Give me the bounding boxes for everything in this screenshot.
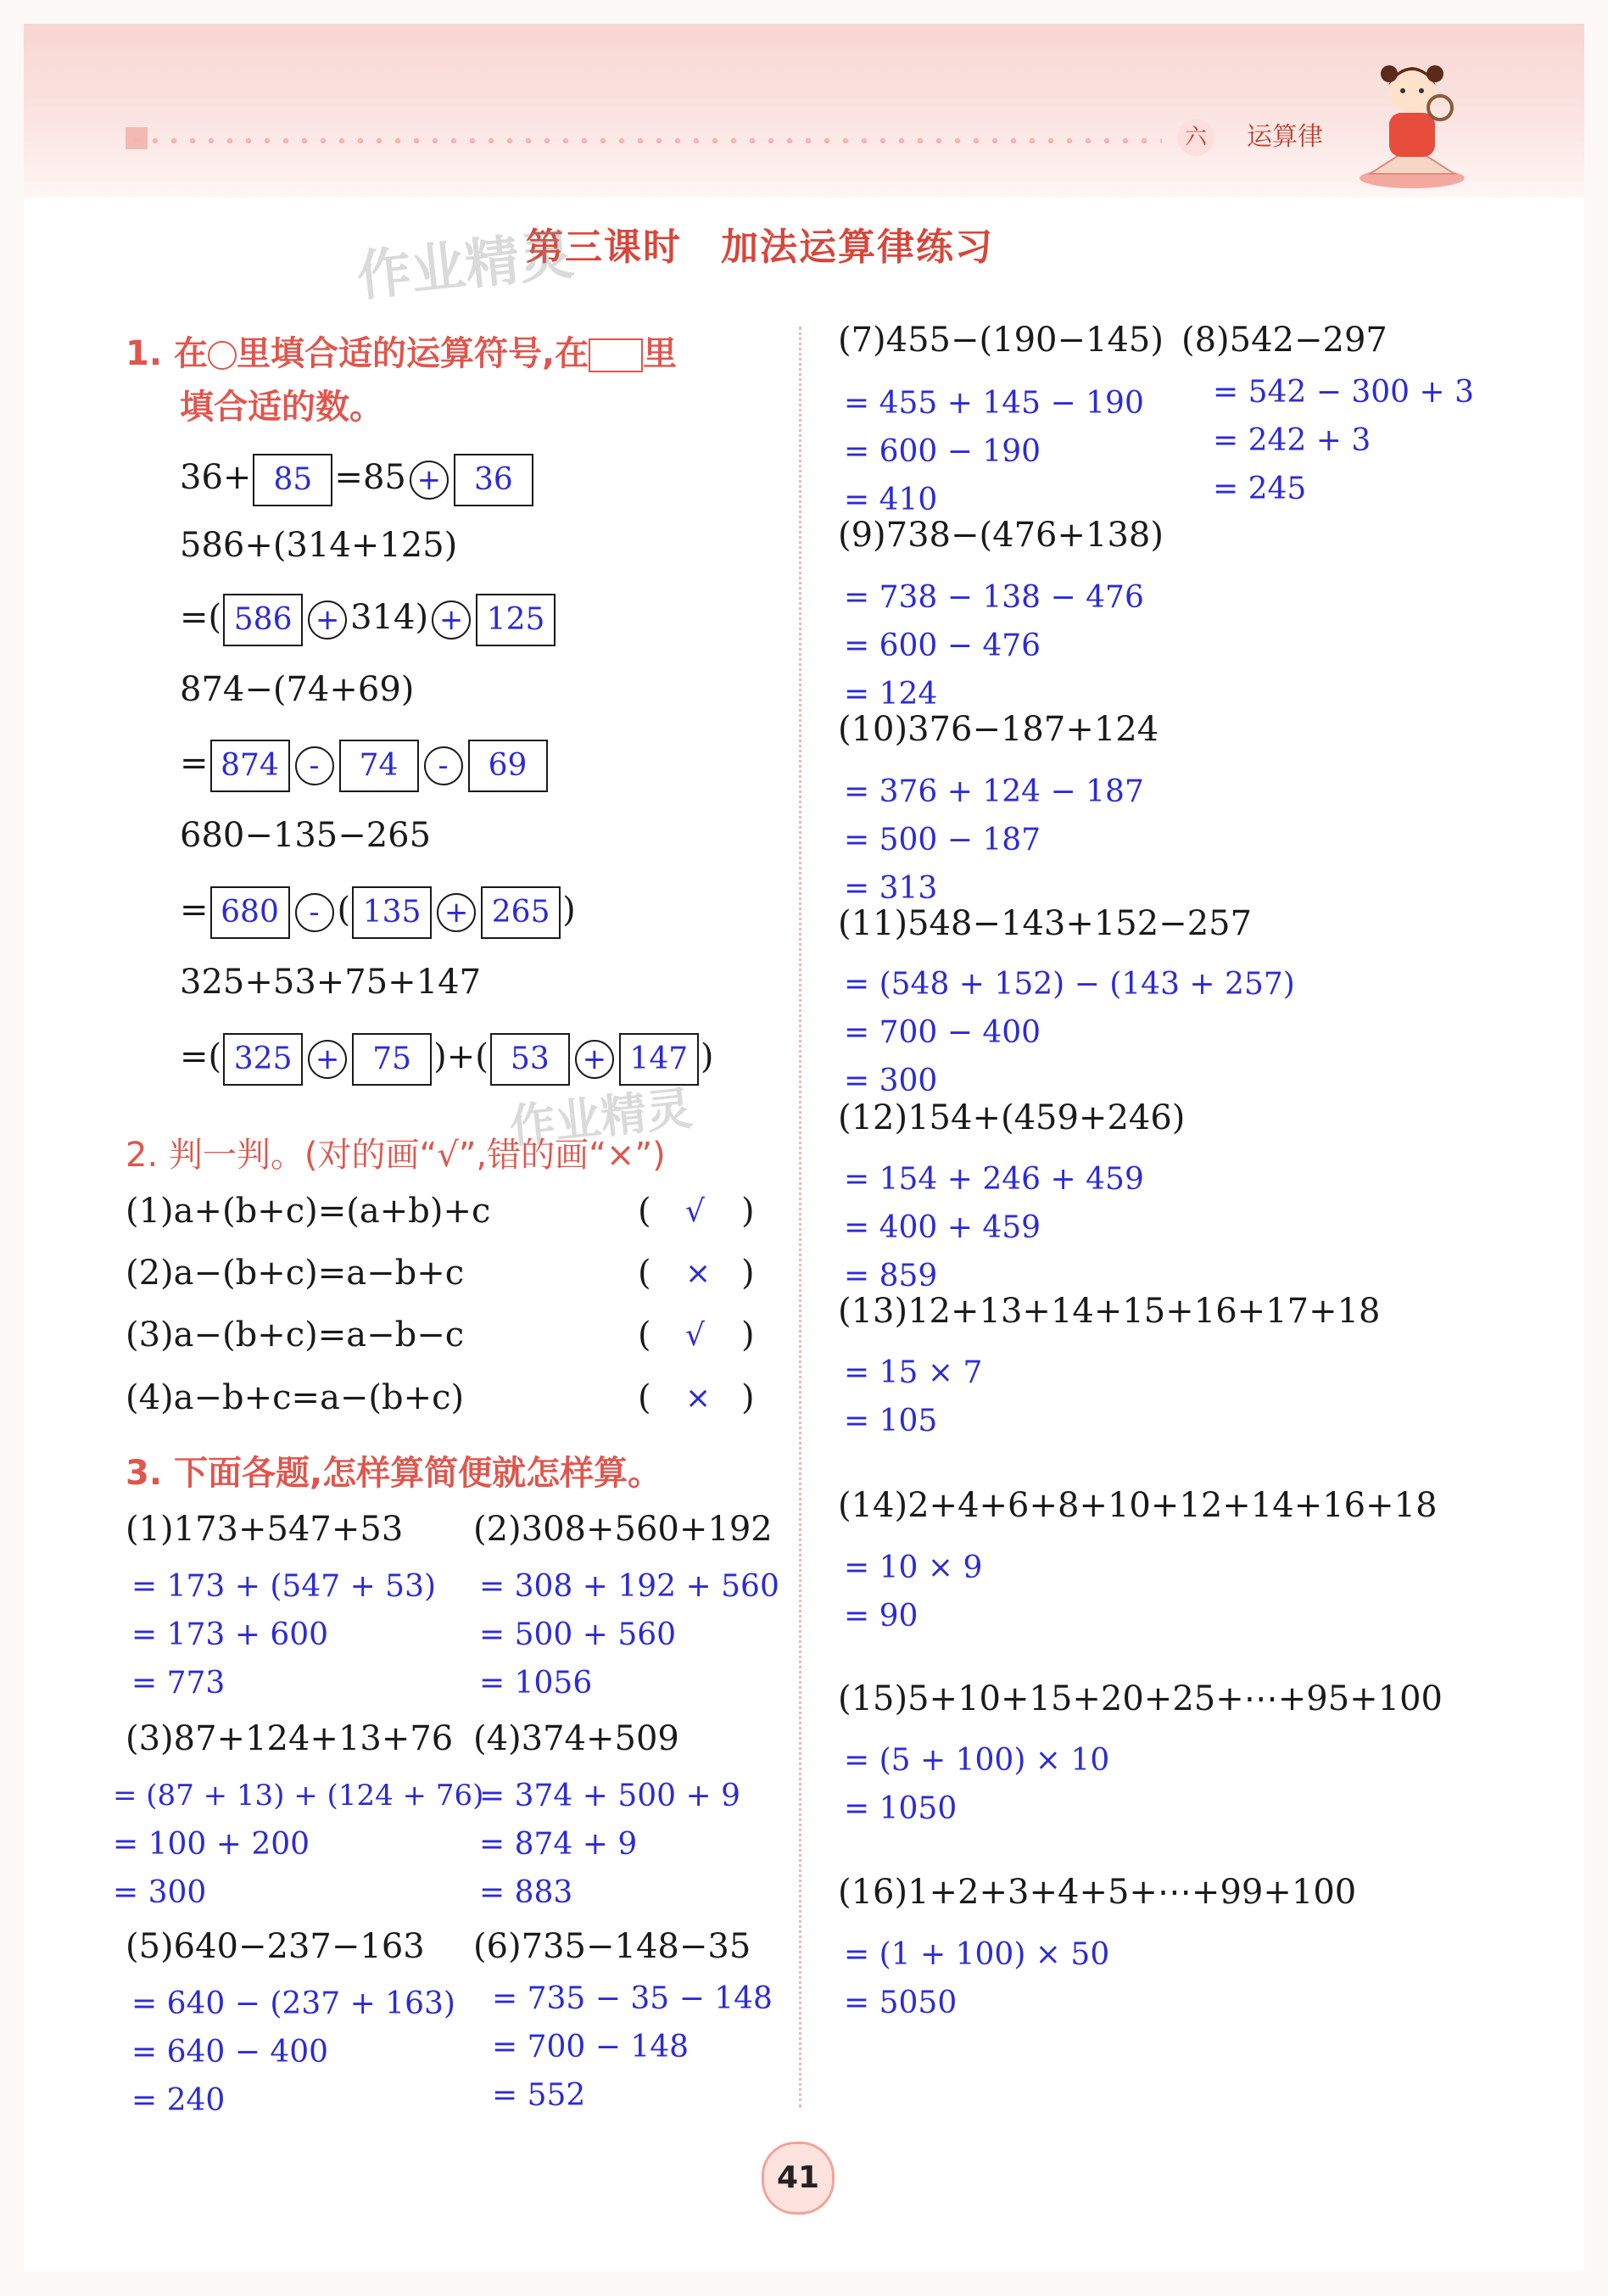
answer-box: 586 — [223, 594, 303, 646]
judge-paren-open: ( — [638, 1192, 651, 1231]
problem-6-step-2: = 700 − 148 — [492, 2030, 690, 2064]
problem-1-step-1: = 173 + (547 + 53) — [131, 1569, 437, 1604]
problem-13-step-2: = 105 — [844, 1404, 938, 1438]
s1-line-3: =( 586 + 314) + 125 — [180, 594, 557, 646]
answer-box: 265 — [481, 886, 561, 939]
lesson-title: 第三课时 加法运算律练习 — [526, 226, 994, 269]
answer-box: 125 — [476, 594, 556, 646]
problem-1-step-3: = 773 — [131, 1666, 226, 1701]
problem-14-step-2: = 90 — [844, 1599, 918, 1634]
judge-paren-close: ) — [741, 1192, 755, 1231]
problem-6-question: (6)735−148−35 — [473, 1927, 751, 1966]
problem-9-question: (9)738−(476+138) — [838, 516, 1164, 555]
judge-question-3: (3)a−(b+c)=a−b−c — [126, 1316, 465, 1355]
problem-3-question: (3)87+124+13+76 — [126, 1719, 454, 1758]
problem-10-question: (10)376−187+124 — [838, 710, 1159, 749]
section2-title: 2. 判一判。(对的画“√”,错的画“×”) — [126, 1136, 666, 1175]
problem-15-step-2: = 1050 — [844, 1791, 958, 1826]
problem-1-step-2: = 173 + 600 — [131, 1617, 329, 1652]
problem-1-question: (1)173+547+53 — [126, 1510, 404, 1549]
s1-line-1: 36+ 85 =85 + 36 — [180, 454, 535, 506]
judge-question-1: (1)a+(b+c)=(a+b)+c — [126, 1192, 491, 1231]
judge-question-2: (2)a−(b+c)=a−b+c — [126, 1254, 465, 1293]
operator-circle: - — [424, 746, 463, 785]
operator-circle: + — [432, 601, 471, 640]
section3-title: 3. 下面各题,怎样算简便就怎样算。 — [126, 1454, 662, 1493]
section1-title-line1: 1. 在 里填合适的运算符号,在 里 — [126, 334, 678, 373]
operator-circle: + — [410, 461, 449, 500]
s1-line-2: 586+(314+125) — [180, 526, 458, 565]
judge-paren-close: ) — [741, 1316, 755, 1355]
problem-12-step-2: = 400 + 459 — [844, 1210, 1041, 1245]
problem-16-step-1: = (1 + 100) × 50 — [844, 1937, 1110, 1972]
answer-box: 53 — [490, 1033, 570, 1086]
judge-paren-close: ) — [741, 1378, 755, 1417]
problem-5-step-3: = 240 — [131, 2083, 226, 2118]
operator-circle: - — [295, 746, 334, 785]
problem-5-step-1: = 640 − (237 + 163) — [131, 1986, 455, 2021]
problem-7-step-1: = 455 + 145 − 190 — [844, 386, 1144, 421]
problem-12-step-3: = 859 — [844, 1259, 938, 1293]
problem-4-step-3: = 883 — [479, 1875, 573, 1910]
answer-box: 147 — [619, 1033, 699, 1086]
page-number: 41 — [762, 2142, 835, 2215]
judge-paren-open: ( — [638, 1378, 651, 1417]
problem-3-step-1: = (87 + 13) + (124 + 76) — [113, 1779, 484, 1813]
judge-paren-open: ( — [638, 1254, 651, 1293]
watermark-top: 作业精灵 — [354, 223, 577, 310]
watermark-middle: 作业精灵 — [506, 1081, 695, 1154]
problem-12-question: (12)154+(459+246) — [838, 1098, 1186, 1137]
problem-2-step-1: = 308 + 192 + 560 — [479, 1569, 779, 1604]
problem-11-step-3: = 300 — [844, 1064, 938, 1098]
answer-box: 680 — [210, 886, 290, 939]
operator-circle: + — [308, 601, 347, 640]
problem-3-step-2: = 100 + 200 — [113, 1827, 310, 1862]
problem-2-question: (2)308+560+192 — [473, 1510, 773, 1549]
judge-mark-2: × — [685, 1256, 712, 1291]
problem-2-step-2: = 500 + 560 — [479, 1617, 677, 1652]
problem-16-question: (16)1+2+3+4+5+⋯+99+100 — [838, 1873, 1357, 1912]
problem-5-step-2: = 640 − 400 — [131, 2035, 329, 2070]
problem-8-step-1: = 542 − 300 + 3 — [1213, 375, 1475, 410]
unit-title: 运算律 — [1247, 122, 1323, 152]
unit-number-badge: 六 — [1177, 119, 1214, 156]
problem-13-question: (13)12+13+14+15+16+17+18 — [838, 1292, 1381, 1331]
problem-4-step-2: = 874 + 9 — [479, 1827, 638, 1862]
problem-10-step-2: = 500 − 187 — [844, 823, 1041, 858]
judge-paren-open: ( — [638, 1316, 651, 1355]
problem-11-step-2: = 700 − 400 — [844, 1015, 1041, 1050]
problem-6-step-3: = 552 — [492, 2078, 586, 2113]
problem-7-question: (7)455−(190−145) — [838, 321, 1164, 360]
s1-line-5: = 874 - 74 - 69 — [180, 740, 550, 792]
header-dotted-line — [127, 137, 1162, 144]
judge-paren-close: ) — [741, 1254, 755, 1293]
judge-question-4: (4)a−b+c=a−(b+c) — [126, 1378, 465, 1417]
problem-11-step-1: = (548 + 152) − (143 + 257) — [844, 967, 1295, 1002]
problem-16-step-2: = 5050 — [844, 1986, 958, 2020]
problem-15-question: (15)5+10+15+20+25+⋯+95+100 — [838, 1679, 1443, 1718]
problem-13-step-1: = 15 × 7 — [844, 1355, 983, 1390]
operator-circle: + — [575, 1040, 614, 1079]
answer-box: 874 — [210, 740, 290, 792]
section1-title-line2: 填合适的数。 — [180, 388, 383, 427]
problem-10-step-1: = 376 + 124 − 187 — [844, 774, 1144, 809]
problem-14-question: (14)2+4+6+8+10+12+14+16+18 — [838, 1486, 1438, 1525]
problem-4-question: (4)374+509 — [473, 1719, 679, 1758]
column-divider — [799, 327, 801, 2108]
problem-12-step-1: = 154 + 246 + 459 — [844, 1162, 1144, 1197]
s1-line-6: 680−135−265 — [180, 816, 432, 855]
answer-box: 325 — [223, 1033, 303, 1086]
answer-box: 135 — [352, 886, 432, 939]
s1-line-9: =( 325 + 75 )+( 53 + 147 ) — [180, 1033, 713, 1086]
operator-circle: + — [308, 1040, 347, 1079]
problem-6-step-1: = 735 − 35 − 148 — [492, 1981, 773, 2016]
problem-15-step-1: = (5 + 100) × 10 — [844, 1743, 1110, 1778]
problem-2-step-3: = 1056 — [479, 1666, 593, 1701]
judge-mark-1: √ — [685, 1194, 705, 1229]
problem-7-step-3: = 410 — [844, 483, 938, 517]
problem-8-step-2: = 242 + 3 — [1213, 423, 1371, 458]
answer-box: 74 — [339, 740, 419, 792]
problem-10-step-3: = 313 — [844, 871, 938, 906]
answer-box: 85 — [253, 454, 332, 506]
operator-circle: - — [295, 893, 334, 932]
judge-mark-4: × — [685, 1381, 712, 1416]
problem-9-step-1: = 738 − 138 − 476 — [844, 580, 1144, 615]
problem-8-question: (8)542−297 — [1181, 321, 1387, 360]
blank-box-sample — [589, 338, 643, 372]
blank-circle-sample — [208, 341, 237, 370]
problem-5-question: (5)640−237−163 — [126, 1927, 425, 1966]
problem-9-step-3: = 124 — [844, 677, 938, 712]
problem-8-step-3: = 245 — [1213, 472, 1307, 506]
problem-9-step-2: = 600 − 476 — [844, 628, 1041, 663]
reading-girl-illustration — [1348, 47, 1476, 191]
problem-11-question: (11)548−143+152−257 — [838, 904, 1253, 943]
judge-mark-3: √ — [685, 1318, 705, 1353]
answer-box: 75 — [352, 1033, 432, 1086]
s1-line-8: 325+53+75+147 — [180, 963, 482, 1002]
answer-box: 69 — [468, 740, 548, 792]
answer-box: 36 — [454, 454, 533, 506]
problem-3-step-3: = 300 — [113, 1875, 207, 1910]
s1-line-7: = 680 - ( 135 + 265 ) — [180, 886, 576, 939]
problem-14-step-1: = 10 × 9 — [844, 1550, 983, 1585]
s1-line-4: 874−(74+69) — [180, 670, 415, 709]
problem-7-step-2: = 600 − 190 — [844, 434, 1041, 469]
operator-circle: + — [437, 893, 476, 932]
problem-4-step-1: = 374 + 500 + 9 — [479, 1779, 741, 1813]
